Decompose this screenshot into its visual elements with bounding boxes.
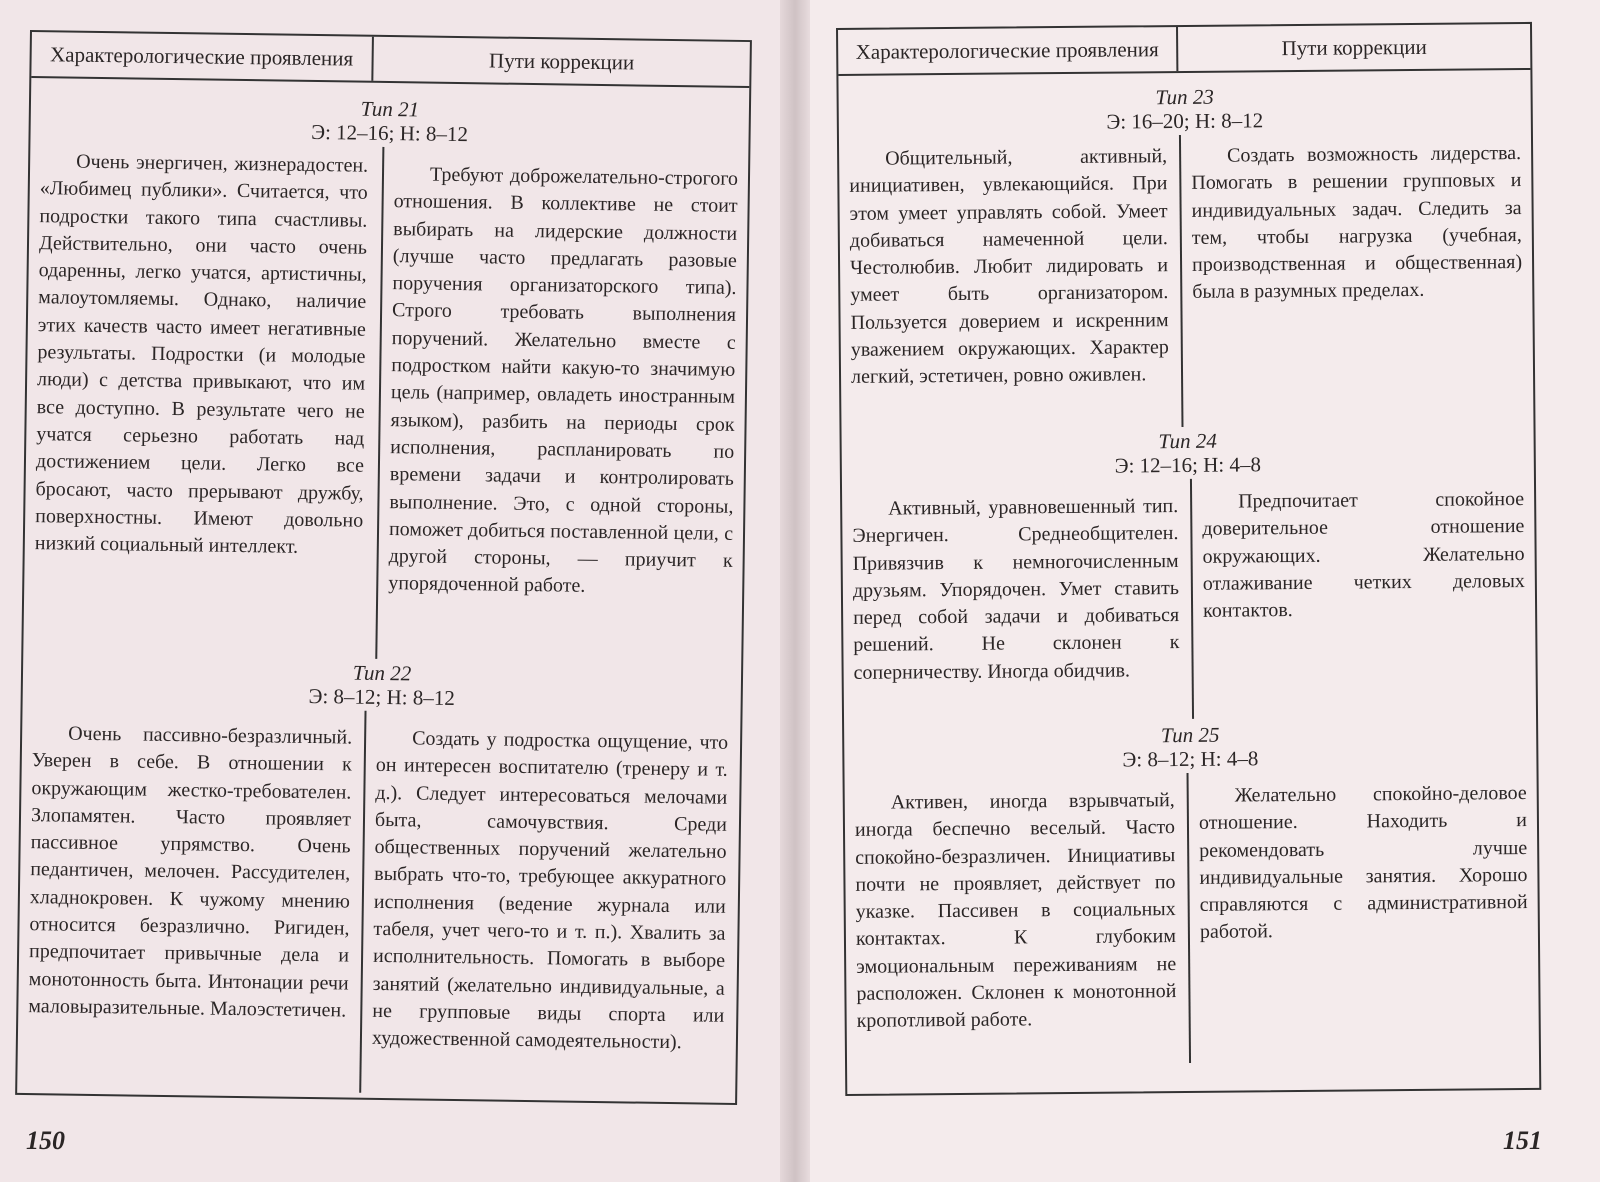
traits-text: Общительный, активный, инициативен, увлекающийся. При этом умеет управлять собой. Умеет добиваться намеченной цели. Честолюбив. Любит лидировать и умеет быть организатором. Пользуется доверием и искренним уважением окружающих. Характер легкий, эстетичен, ровно оживлен. — [849, 145, 1169, 389]
type-title: Тип 25 — [1160, 722, 1220, 748]
right-page — [810, 0, 1600, 1182]
correction-cell — [1187, 770, 1540, 1063]
type-scores: Э: 12–16; Н: 4–8 — [1114, 452, 1262, 478]
page-number: 150 — [26, 1126, 65, 1155]
left-page — [0, 0, 780, 1182]
type-heading — [839, 82, 1531, 136]
type-row — [839, 132, 1534, 430]
right-table — [836, 22, 1541, 1096]
type-heading — [844, 720, 1536, 774]
type-title: Тип 23 — [1155, 84, 1214, 110]
type-heading — [23, 656, 742, 714]
traits-text: Активен, иногда взрывчатый, иногда беспечно веселый. Часто спокойно-безразличен. Инициативы почти не проявляет, действует по указке. Пассивен в социальных контактах. К глубоким эмоциональным переживаниям не расположен. Склонен к монотонной кропотливой работе. — [854, 789, 1177, 1033]
type-row — [17, 706, 740, 1098]
traits-cell — [17, 706, 364, 1093]
correction-text: Предпочитает спокойное доверительное отношение окружающих. Желательно отлаживание четких деловых контактов. — [1202, 488, 1525, 623]
type-heading — [842, 426, 1534, 480]
correction-cell — [1179, 132, 1534, 427]
correction-cell — [1190, 476, 1536, 719]
table-header — [838, 24, 1530, 76]
table-header — [31, 32, 750, 88]
correction-cell — [375, 147, 748, 664]
type-title: Тип 21 — [360, 96, 420, 122]
type-scores: Э: 12–16; Н: 8–12 — [311, 119, 469, 147]
traits-text: Очень пассивно-безразличный. Уверен в себе. В отношении к окружающим жестко-требователен. Злопамятен. Часто проявляет пассивное упрямство. Очень педантичен, мелочен. Рассудителен, хладнокровен. К чужому мнению относится безразлично. Ригиден, предпочитает привычные дела и монотонность быта. Интонации речи маловыразительные. Малоэстетичен. — [28, 722, 353, 1022]
type-title: Тип 24 — [1158, 428, 1217, 454]
header-correction: Пути коррекции — [1281, 34, 1427, 60]
header-characteristics: Характерологические проявления — [838, 27, 1178, 74]
type-title: Тип 22 — [352, 660, 412, 686]
type-scores: Э: 8–12; Н: 8–12 — [308, 683, 456, 710]
correction-cell — [359, 711, 740, 1098]
correction-text: Требуют доброжелательно-строгого отношения. В коллективе не стоит выбирать на лидерские должности (лучше часто предлагать разовые поручения организаторского типа). Строго требовать выполнения поручений. Желательно вместе с подростком найти какую-то значимую цель (например, овладеть иностранным языком), разбить на периоды срок исполнения, распланировать по времени задачи и контролировать выполнение. Это, с одной стороны, поможет добиться поставленной цели, с другой стороны, — приучит к упорядоченной работе. — [388, 163, 739, 598]
traits-cell — [842, 479, 1192, 722]
type-scores: Э: 8–12; Н: 4–8 — [1122, 746, 1259, 772]
type-row — [845, 770, 1540, 1066]
traits-text: Активный, уравновешенный тип. Энергичен. Среднеобщителен. Привязчив к немногочисленным друзьям. Упорядочен. Умет ставить перед собой задачи и добиваться решений. Не склонен к соперничеству. Иногда обидчив. — [852, 495, 1180, 684]
traits-cell — [839, 135, 1182, 430]
traits-cell — [845, 773, 1190, 1066]
type-row — [842, 476, 1536, 722]
correction-text: Создать у подростка ощущение, что он интересен воспитателю (тренеру и т. д.). Следует интересоваться мелочами быта, самочувствия. Среди общественных поручений желательно выбрать что-то, требующее аккуратного исполнения (ведение журнала или табеля, учет чего-то и т. п.). Хвалить за исполнительность. Помогать в выборе занятий (желательно индивидуальные, а не групповые виды спорта или художественной самодеятельности). — [371, 727, 729, 1054]
header-correction: Пути коррекции — [488, 47, 635, 74]
type-scores: Э: 16–20; Н: 8–12 — [1106, 108, 1264, 134]
correction-text: Создать возможность лидерства. Помогать в решении групповых и индивидуальных задач. Следить за тем, чтобы нагрузка (учебная, производственная и общественная) была в разумных пределах. — [1191, 142, 1523, 304]
left-table — [15, 30, 752, 1105]
type-row — [23, 142, 748, 664]
book-spine — [780, 0, 810, 1182]
type-heading — [30, 92, 749, 150]
correction-text: Желательно спокойно-деловое отношение. Находить и рекомендовать лучше индивидуальные занятия. Хорошо справляются с административной работой. — [1198, 782, 1528, 944]
traits-text: Очень энергичен, жизнерадостен. «Любимец публики». Считается, что подростки такого типа счастливы. Действительно, они часто очень одаренны, легко учатся, артистичны, малоутомляемы. Однако, наличие этих качеств часто имеет негативные результаты. Подростки (и молодые люди) с детства привыкают, что им все доступно. В результате чего не учатся серьезно работать над достижением цели. Легко все бросают, часто прерывают дружбу, поверхностны. Имеют довольно низкий социальный интеллект. — [34, 150, 369, 558]
traits-cell — [23, 142, 382, 659]
page-number: 151 — [1503, 1126, 1542, 1155]
header-characteristics: Характерологические проявления — [31, 32, 374, 81]
